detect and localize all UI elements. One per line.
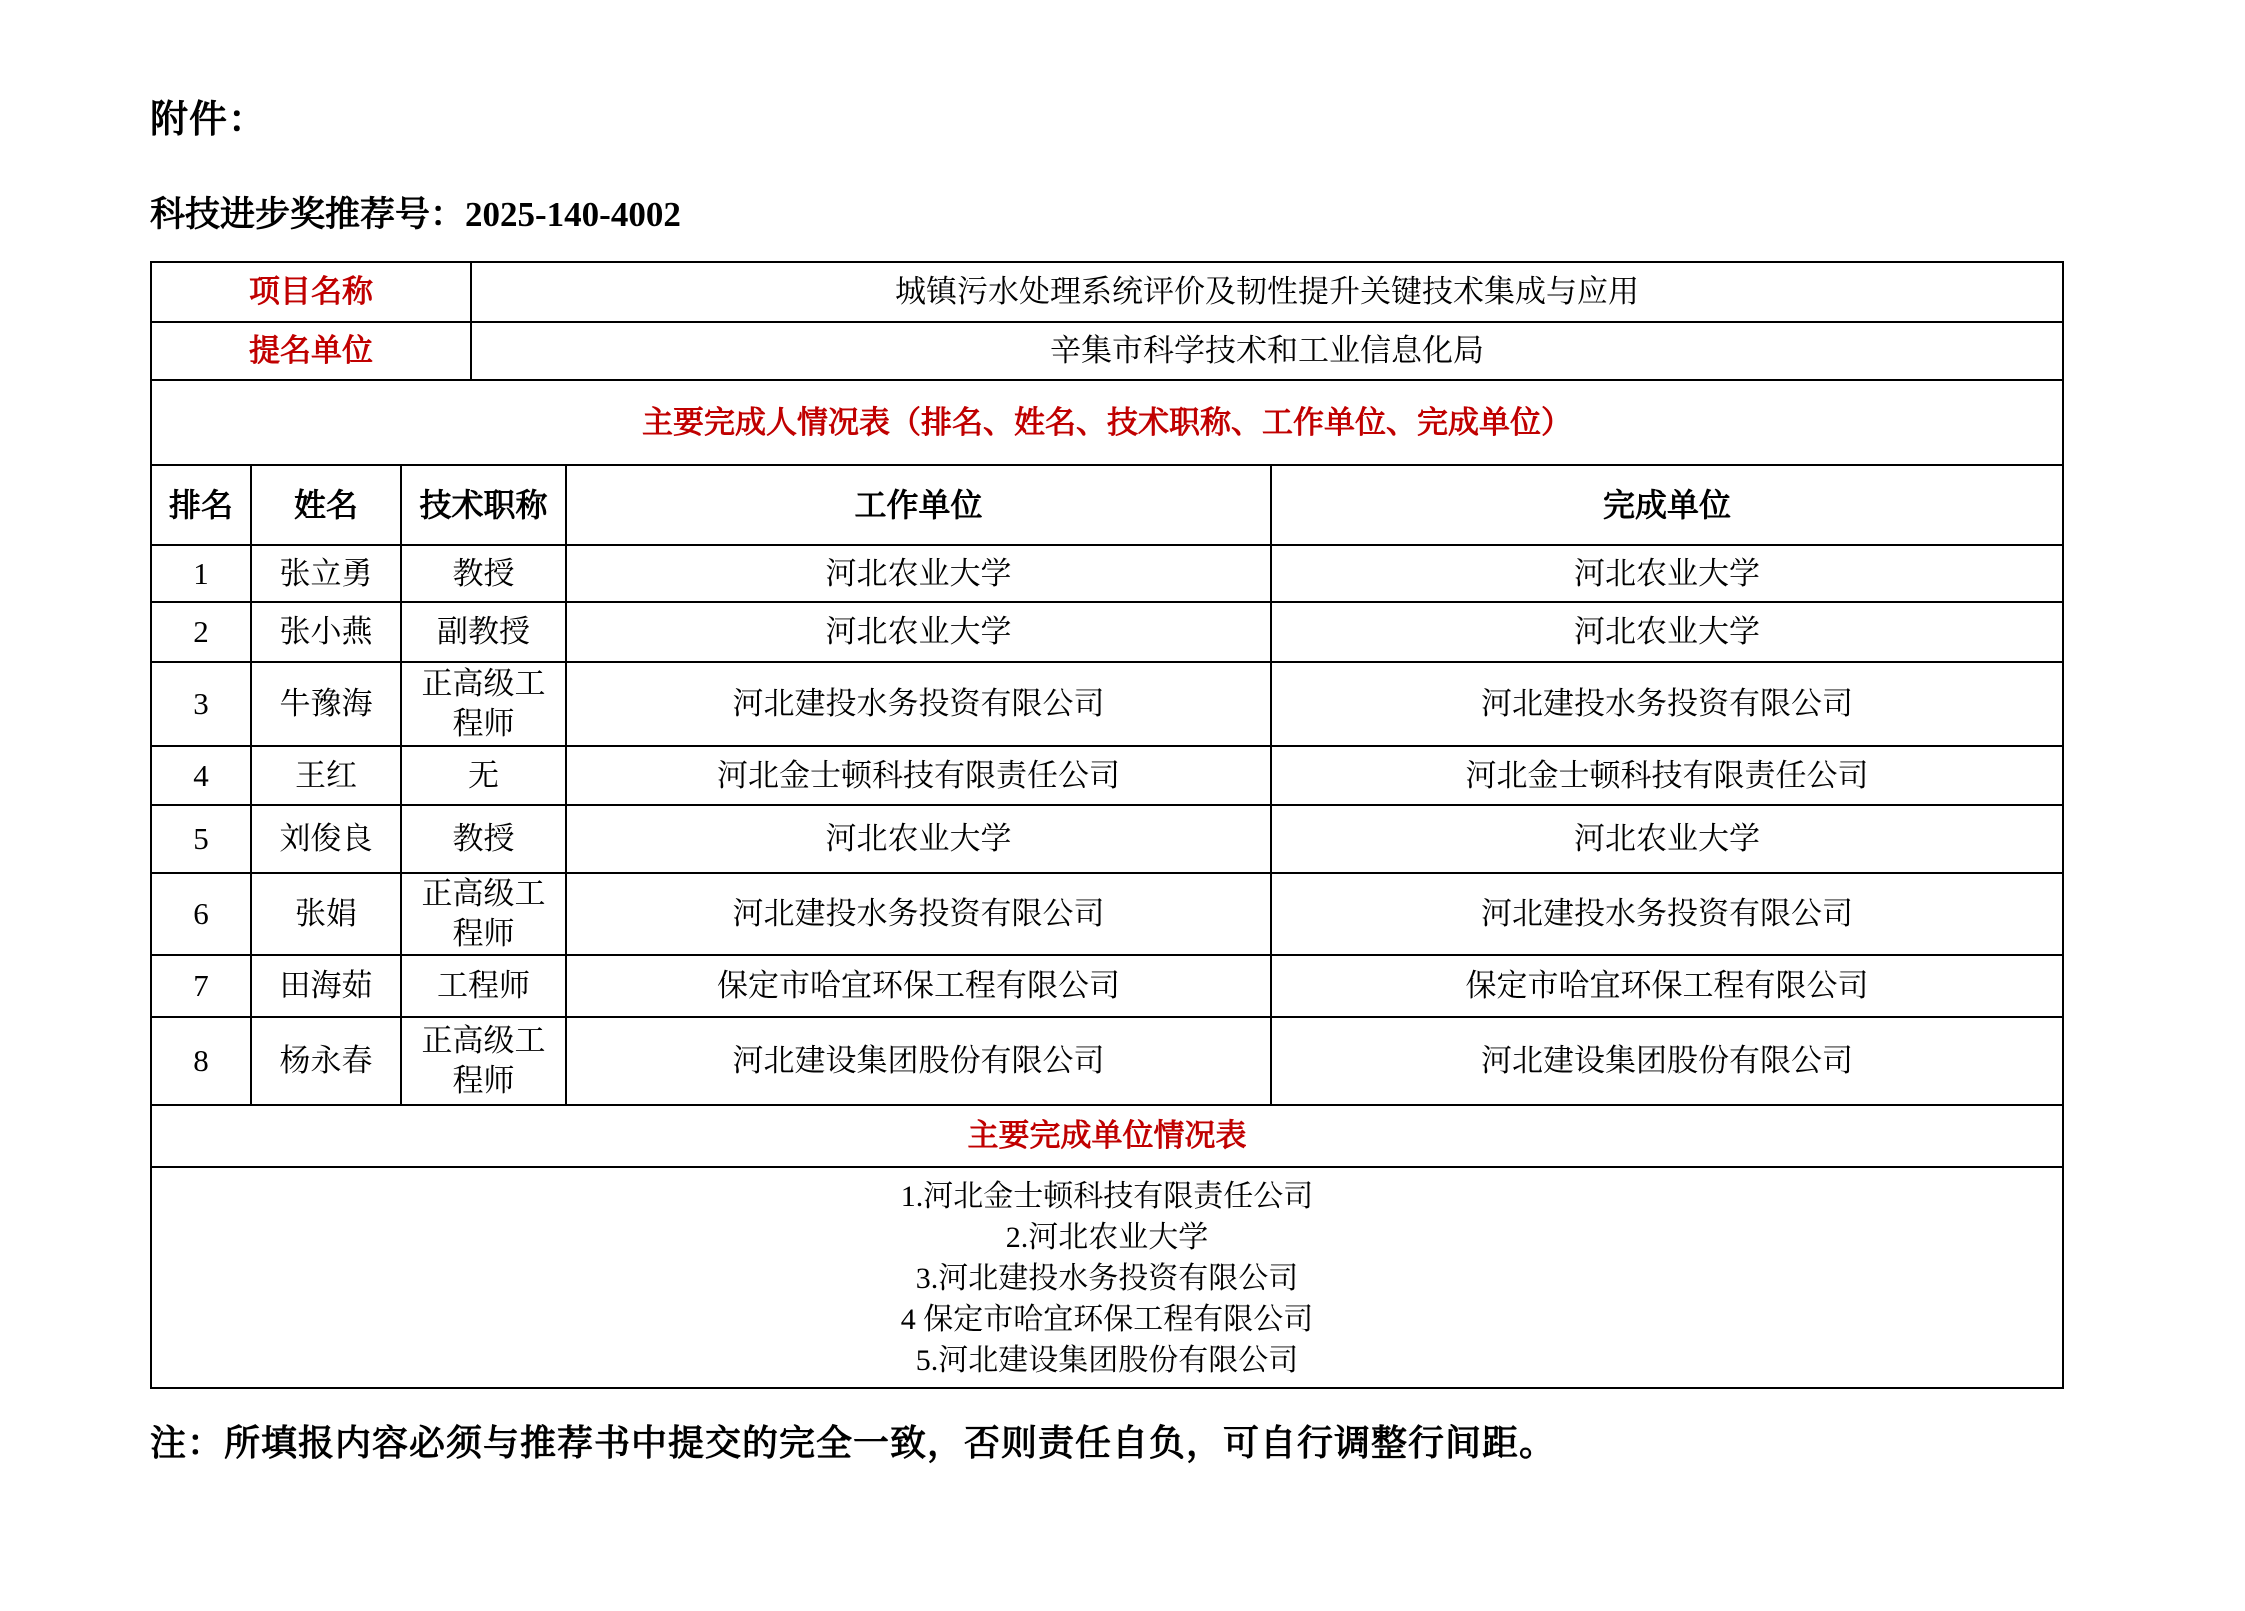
- col-header-work-unit: 工作单位: [566, 465, 1271, 545]
- name-cell: 刘俊良: [251, 805, 401, 873]
- title-cell: 工程师: [401, 955, 566, 1017]
- footnote: 注：所填报内容必须与推荐书中提交的完全一致，否则责任自负，可自行调整行间距。: [150, 1423, 1557, 1463]
- name-cell: 张小燕: [251, 602, 401, 662]
- completion-unit-cell: 河北建设集团股份有限公司: [1271, 1017, 2063, 1105]
- person-table-header-row: [151, 465, 2063, 545]
- rank-cell: 6: [151, 873, 251, 955]
- recommendation-label: 科技进步奖推荐号：: [150, 195, 466, 234]
- rank-cell: 2: [151, 602, 251, 662]
- title-cell: 教授: [401, 545, 566, 602]
- rank-cell: 7: [151, 955, 251, 1017]
- col-header-rank: 排名: [151, 465, 251, 545]
- work-unit-cell: 河北农业大学: [566, 805, 1271, 873]
- name-cell: 牛豫海: [251, 662, 401, 746]
- person-row-4: [151, 746, 2063, 805]
- title-cell: 正高级工程师: [401, 1017, 566, 1105]
- rank-cell: 4: [151, 746, 251, 805]
- title-cell: 正高级工程师: [401, 873, 566, 955]
- attachment-heading: 附件：: [150, 99, 268, 141]
- person-row-8: [151, 1017, 2063, 1105]
- unit-item: 3.河北建投水务投资有限公司: [915, 1262, 1299, 1295]
- unit-table-title: 主要完成单位情况表: [151, 1105, 2063, 1167]
- unit-item: 5.河北建设集团股份有限公司: [915, 1344, 1299, 1377]
- title-cell: 副教授: [401, 602, 566, 662]
- work-unit-cell: 河北建设集团股份有限公司: [566, 1017, 1271, 1105]
- completion-unit-cell: 河北建投水务投资有限公司: [1271, 662, 2063, 746]
- completion-unit-cell: 河北金士顿科技有限责任公司: [1271, 746, 2063, 805]
- recommendation-number: 2025-140-4002: [465, 195, 681, 234]
- person-row-6: [151, 873, 2063, 955]
- rank-cell: 3: [151, 662, 251, 746]
- recommendation-line: [150, 187, 2062, 237]
- completion-unit-cell: 河北农业大学: [1271, 602, 2063, 662]
- name-cell: 田海茹: [251, 955, 401, 1017]
- name-cell: 张娟: [251, 873, 401, 955]
- rank-cell: 5: [151, 805, 251, 873]
- work-unit-cell: 河北农业大学: [566, 545, 1271, 602]
- nominating-unit-label: 提名单位: [151, 322, 471, 380]
- work-unit-cell: 河北建投水务投资有限公司: [566, 662, 1271, 746]
- rank-cell: 1: [151, 545, 251, 602]
- completion-unit-cell: 保定市哈宜环保工程有限公司: [1271, 955, 2063, 1017]
- unit-item: 1.河北金士顿科技有限责任公司: [900, 1180, 1314, 1213]
- title-cell: 教授: [401, 805, 566, 873]
- completion-unit-cell: 河北农业大学: [1271, 805, 2063, 873]
- person-row-5: [151, 805, 2063, 873]
- project-name-label: 项目名称: [151, 262, 471, 322]
- person-row-3: [151, 662, 2063, 746]
- nominating-unit-value: 辛集市科学技术和工业信息化局: [471, 322, 2063, 380]
- work-unit-cell: 河北农业大学: [566, 602, 1271, 662]
- name-cell: 杨永春: [251, 1017, 401, 1105]
- unit-list: [151, 1167, 2063, 1388]
- award-form-table: [150, 261, 2064, 1389]
- nominating-unit-row: [151, 322, 2063, 380]
- unit-item: 4 保定市哈宜环保工程有限公司: [900, 1303, 1314, 1336]
- person-row-2: [151, 602, 2063, 662]
- unit-list-row: [151, 1167, 2063, 1388]
- person-row-1: [151, 545, 2063, 602]
- unit-item: 2.河北农业大学: [1005, 1221, 1209, 1254]
- project-name-row: [151, 262, 2063, 322]
- work-unit-cell: 河北建投水务投资有限公司: [566, 873, 1271, 955]
- work-unit-cell: 河北金士顿科技有限责任公司: [566, 746, 1271, 805]
- person-table-title: 主要完成人情况表（排名、姓名、技术职称、工作单位、完成单位）: [151, 380, 2063, 465]
- title-cell: 无: [401, 746, 566, 805]
- completion-unit-cell: 河北农业大学: [1271, 545, 2063, 602]
- col-header-completion-unit: 完成单位: [1271, 465, 2063, 545]
- title-cell: 正高级工程师: [401, 662, 566, 746]
- project-name-value: 城镇污水处理系统评价及韧性提升关键技术集成与应用: [471, 262, 2063, 322]
- person-table-title-row: [151, 380, 2063, 465]
- col-header-name: 姓名: [251, 465, 401, 545]
- col-header-title: 技术职称: [401, 465, 566, 545]
- rank-cell: 8: [151, 1017, 251, 1105]
- person-row-7: [151, 955, 2063, 1017]
- name-cell: 王红: [251, 746, 401, 805]
- document-page: [150, 88, 2062, 1466]
- work-unit-cell: 保定市哈宜环保工程有限公司: [566, 955, 1271, 1017]
- unit-table-title-row: [151, 1105, 2063, 1167]
- name-cell: 张立勇: [251, 545, 401, 602]
- completion-unit-cell: 河北建投水务投资有限公司: [1271, 873, 2063, 955]
